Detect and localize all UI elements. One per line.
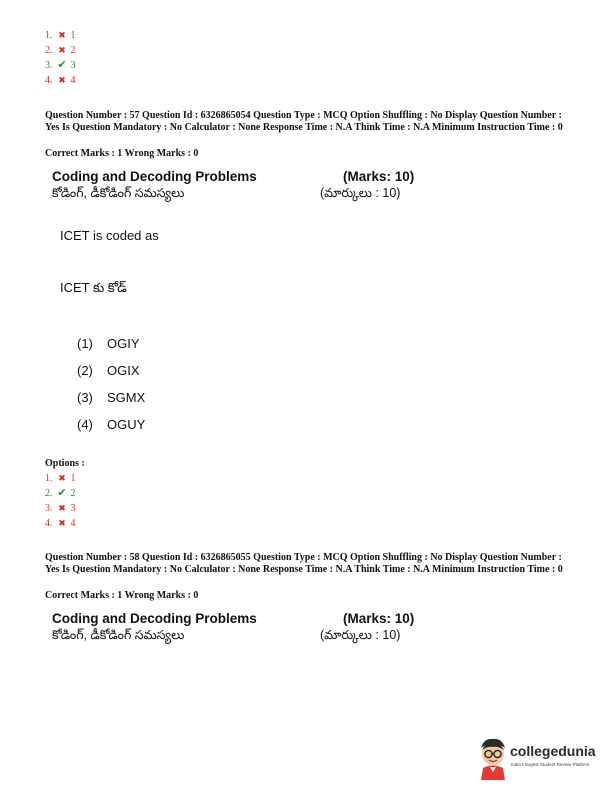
choice-number: (1) [77, 336, 93, 351]
option-number: 1. [45, 30, 53, 41]
option-row [45, 486, 76, 501]
marks-line: Correct Marks : 1 Wrong Marks : 0 [45, 148, 199, 159]
cross-icon: ✖ [58, 518, 66, 528]
section-marks: (Marks: 10) [343, 611, 415, 626]
option-value: 1 [70, 30, 76, 41]
choice-number: (4) [77, 417, 93, 432]
option-number: 3. [45, 60, 53, 71]
cross-icon: ✖ [58, 75, 66, 85]
option-row [45, 471, 76, 486]
cross-icon: ✖ [58, 30, 66, 40]
prev-question-options [45, 28, 76, 88]
section-marks-telugu: (మార్కులు : 10) [320, 186, 401, 200]
option-number: 3. [45, 503, 53, 514]
choice-number: (2) [77, 363, 93, 378]
choice-number: (3) [77, 390, 93, 405]
answer-choice [77, 417, 145, 432]
option-number: 2. [45, 488, 53, 499]
choice-text: OGIX [107, 363, 140, 378]
question-meta: Question Number : 57 Question Id : 6326865054 Question Type : MCQ Option Shuffling : No Display Question Number : Yes Is Question Mandatory : No Calculator : None Response Time : N.A Think Time : N.A Minimum Instruction Time : 0 [45, 110, 563, 133]
option-value: 3 [70, 60, 76, 71]
option-row [45, 43, 76, 58]
option-number: 4. [45, 518, 53, 529]
cross-icon: ✖ [58, 45, 66, 55]
section-title: Coding and Decoding Problems [52, 169, 257, 184]
option-value: 4 [70, 75, 76, 86]
mascot-icon [476, 736, 510, 780]
question-meta: Question Number : 58 Question Id : 6326865055 Question Type : MCQ Option Shuffling : No Display Question Number : Yes Is Question Mandatory : No Calculator : None Response Time : N.A Think Time : N.A Minimum Instruction Time : 0 [45, 552, 563, 575]
option-value: 2 [70, 45, 76, 56]
section-title-telugu: కోడింగ్, డీకోడింగ్ సమస్యలు [52, 186, 185, 200]
cross-icon: ✖ [58, 473, 66, 483]
section-marks-telugu: (మార్కులు : 10) [320, 628, 401, 642]
question-text: ICET is coded as [60, 228, 159, 243]
option-row [45, 73, 76, 88]
option-value: 4 [70, 518, 76, 529]
collegedunia-logo [476, 736, 606, 782]
question-text-telugu: ICET కు కోడ్ [60, 280, 127, 295]
answer-choice [77, 390, 145, 405]
cross-icon: ✖ [58, 503, 66, 513]
option-row [45, 516, 76, 531]
section-marks: (Marks: 10) [343, 169, 415, 184]
logo-tagline: India's largest Student Review Platform [511, 762, 590, 767]
check-icon: ✔ [57, 487, 67, 499]
options-label: Options : [45, 458, 85, 469]
choice-text: SGMX [107, 390, 146, 405]
option-row [45, 28, 76, 43]
option-row [45, 501, 76, 516]
answer-choice [77, 336, 140, 351]
check-icon: ✔ [57, 59, 67, 71]
section-title: Coding and Decoding Problems [52, 611, 257, 626]
option-row [45, 58, 76, 73]
option-value: 1 [70, 473, 76, 484]
options-list [45, 471, 76, 531]
choice-text: OGUY [107, 417, 146, 432]
option-number: 2. [45, 45, 53, 56]
section-title-telugu: కోడింగ్, డీకోడింగ్ సమస్యలు [52, 628, 185, 642]
option-value: 2 [70, 488, 76, 499]
answer-choice [77, 363, 140, 378]
logo-wordmark: collegedunia [510, 743, 596, 759]
option-value: 3 [70, 503, 76, 514]
choice-text: OGIY [107, 336, 140, 351]
marks-line: Correct Marks : 1 Wrong Marks : 0 [45, 590, 199, 601]
option-number: 4. [45, 75, 53, 86]
option-number: 1. [45, 473, 53, 484]
